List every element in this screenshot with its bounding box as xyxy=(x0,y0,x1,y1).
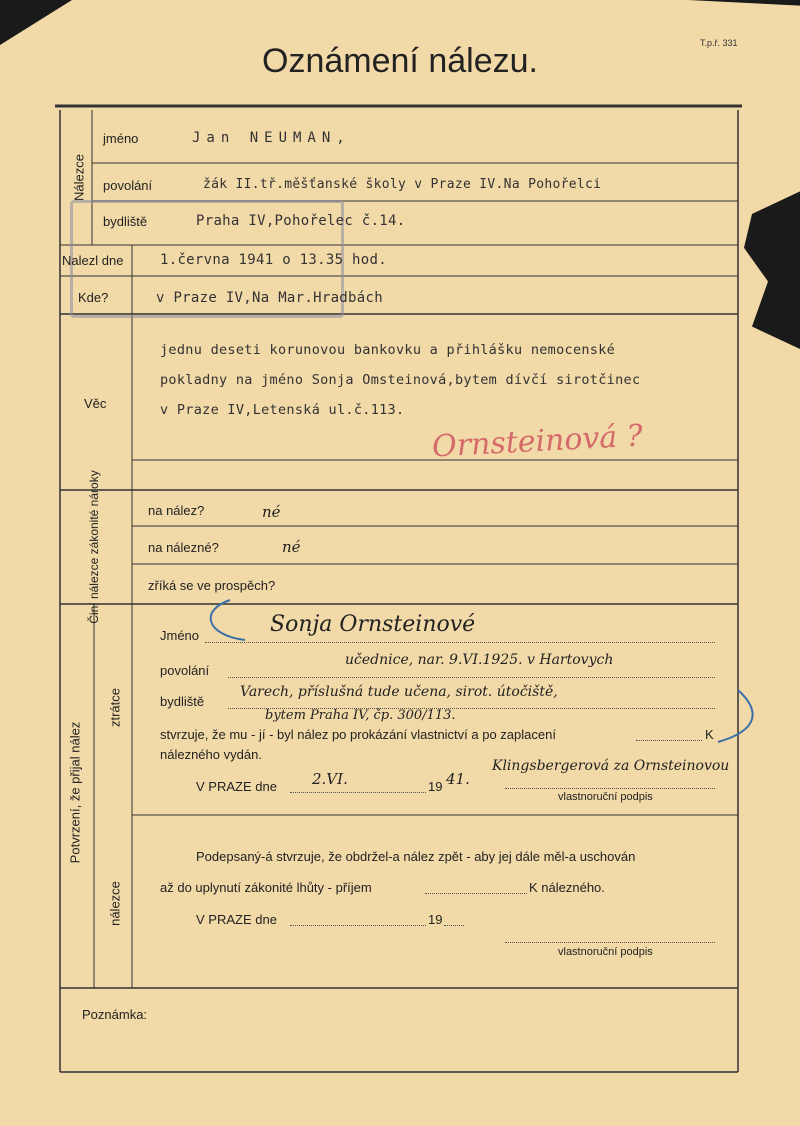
thing-line-1: jednu deseti korunovou bankovku a přihlášku nemocenské xyxy=(160,342,616,358)
note-label: Poznámka: xyxy=(82,1007,148,1022)
claims-on-reward-label: na nálezné? xyxy=(148,540,219,555)
finder-residence-label: bydliště xyxy=(103,214,148,229)
page-title: Oznámení nálezu. xyxy=(262,42,538,80)
loser-occupation-line xyxy=(228,677,715,678)
loser-confirm-text-2: nálezného vydán. xyxy=(160,747,262,762)
finder-section-label: Nálezce xyxy=(71,154,87,201)
finder-residence-value: Praha IV,Pohořelec č.14. xyxy=(196,213,406,229)
thing-label: Věc xyxy=(84,396,107,411)
claims-waive-label: zříká se ve prospěch? xyxy=(148,578,276,593)
finder-occupation-label: povolání xyxy=(103,178,153,193)
finder-return-text-1: Podepsaný-á stvrzuje, že obdržel-a nález zpět - aby jej dále měl-a uschován xyxy=(196,849,636,864)
loser-name-label: Jméno xyxy=(160,628,200,643)
finder-return-year-prefix: 19 xyxy=(428,912,443,927)
finder-return-place-date-label: V PRAZE dne xyxy=(196,912,277,927)
loser-place-date-label: V PRAZE dne xyxy=(196,779,277,794)
loser-year-prefix: 19 xyxy=(428,779,443,794)
finder-occupation-value: žák II.tř.měšťanské školy v Praze IV.Na Pohořelci xyxy=(203,177,602,192)
loser-amount-line xyxy=(636,740,702,741)
finder-return-text-2b: K nálezného. xyxy=(529,880,605,895)
claims-on-reward-value: né xyxy=(282,538,301,556)
loser-signature-line xyxy=(505,788,715,789)
loser-signature-label: vlastnoruční podpis xyxy=(558,791,653,803)
loser-date-line xyxy=(290,792,426,793)
finder-return-date-line xyxy=(290,925,426,926)
finder-name-label: jméno xyxy=(103,131,139,146)
finder-return-section-label: nálezce xyxy=(107,881,123,926)
loser-year-value: 41. xyxy=(446,770,470,788)
loser-confirm-text: stvrzuje, že mu - jí - byl nález po prokázání vlastnictví a po zaplacení xyxy=(160,727,556,742)
finder-return-amount-line xyxy=(425,893,527,894)
claims-on-find-label: na nález? xyxy=(148,503,205,518)
claims-section-label: Činí nálezce zákonité nároky xyxy=(87,470,101,624)
loser-residence-value-1: Varech, příslušná tude učena, sirot. útočiště, xyxy=(240,684,558,700)
loser-residence-value-2: bytem Praha IV, čp. 300/113. xyxy=(265,708,456,723)
found-place-value: v Praze IV,Na Mar.Hradbách xyxy=(156,290,383,306)
found-place-label: Kde? xyxy=(78,290,109,305)
finder-name-value: Jan NEUMAN, xyxy=(192,130,351,146)
claims-on-find-value: né xyxy=(262,503,281,521)
loser-name-line xyxy=(205,642,715,643)
loser-residence-label: bydliště xyxy=(160,694,205,709)
red-handwritten-note: Ornsteinová ? xyxy=(431,418,644,465)
loser-occupation-label: povolání xyxy=(160,663,210,678)
finder-return-signature-label: vlastnoruční podpis xyxy=(558,946,653,958)
form-code: T.p.ř. 331 xyxy=(700,38,738,48)
receipt-outer-label: Potvrzení, že přijal nález xyxy=(67,721,83,864)
loser-signature: Klingsbergerová za Ornsteinovou xyxy=(492,758,730,774)
thing-line-2: pokladny na jméno Sonja Omsteinová,bytem dívčí sirotčinec xyxy=(160,372,641,388)
finder-return-text-2a: až do uplynutí zákonité lhůty - příjem xyxy=(160,880,372,895)
finder-return-year-line xyxy=(444,925,464,926)
loser-section-label: ztrátce xyxy=(107,688,123,728)
loser-date-value: 2.VI. xyxy=(312,770,348,788)
found-date-value: 1.června 1941 o 13.35 hod. xyxy=(160,252,387,268)
loser-currency: K xyxy=(705,727,714,742)
found-date-label: Nalezl dne xyxy=(62,253,124,268)
loser-occupation-value: učednice, nar. 9.VI.1925. v Hartovych xyxy=(345,652,614,668)
loser-name-value: Sonja Ornsteinové xyxy=(270,612,476,637)
finder-return-signature-line xyxy=(505,942,715,943)
thing-line-3: v Praze IV,Letenská ul.č.113. xyxy=(160,402,405,418)
